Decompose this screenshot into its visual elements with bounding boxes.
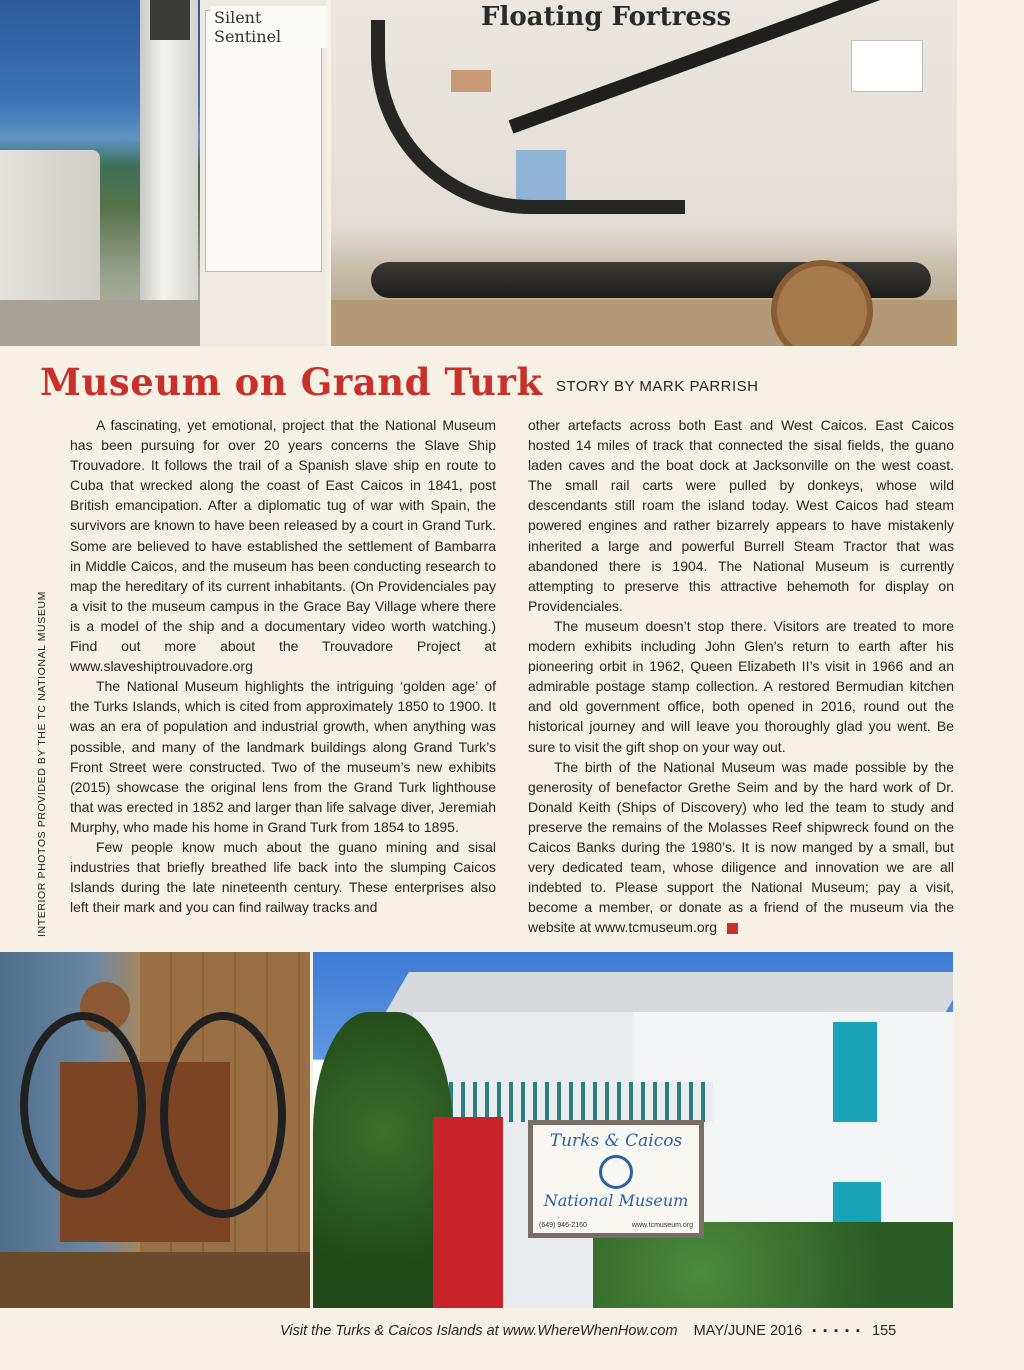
exhibit-info-card (851, 40, 923, 92)
diving-equipment-photo (0, 952, 310, 1308)
ship-wheel-icon (599, 1155, 633, 1189)
article-column-right (528, 415, 954, 937)
article-paragraph: A fascinating, yet emotional, project that the National Museum has been pursuing for over 20 years concerns the Slave Ship Trouvadore. It follows the trail of a Spanish slave ship en route to Cuba that wrecked along the coast of East Caicos in 1841, post British emancipation. After a diplomatic tug of war with Spain, the survivors are known to have been released by a court in Grand Turk. Some are believed to have established the settlement of Bambarra in Middle Caicos, and the museum has been conducting research to map the hereditary of its current inhabitants. (On Providenciales pay a visit to the museum campus in the Grace Bay Village where there is a model of the ship and a documentary video worth watching.) Find out more about the Trouvadore Project at www.slaveshiptrouvadore.org (70, 417, 496, 675)
museum-sign-line1: Turks & Caicos (549, 1131, 683, 1151)
blue-shutter-upper (833, 1022, 877, 1122)
floating-fortress-sign: Floating Fortress (481, 2, 732, 32)
museum-building-photo (313, 952, 953, 1308)
balcony-rail (413, 1082, 713, 1122)
article-paragraph: The museum doesn’t stop there. Visitors are treated to more modern exhibits including John Glen’s return to earth after his pioneering orbit in 1962, Queen Elizabeth II’s visit in 1966 and an admirable postage stamp collection. A restored Bermudian kitchen and old government office, both opened in 2016, round out the historical journey and will leave you thoroughly glad you went. Be sure to visit the gift shop on your way out. (528, 617, 954, 755)
wooden-floor (0, 1252, 310, 1308)
page-number: 155 (872, 1323, 897, 1339)
museum-sign-web: www.tcmuseum.org (631, 1222, 693, 1229)
museum-sign-line2: National Museum (543, 1191, 689, 1210)
red-phone-booth (433, 1117, 503, 1308)
lighthouse-model (140, 0, 198, 330)
article-paragraph: other artefacts across both East and West Caicos. East Caicos hosted 14 miles of track that connected the sisal fields, the guano laden caves and the boat dock at Jacksonville on the west coast. The small rail carts were pulled by donkeys, whose wild descendants still roam the island today. West Caicos had steam powered engines and rather bizarrely appears to have mistakenly inherited a large and powerful Burrell Steam Tractor that was abandoned there is 1904. The National Museum is currently attempting to preserve this attractive behemoth for display on Providenciales. (528, 417, 954, 614)
museum-sign-phone: (649) 946-2160 (539, 1222, 587, 1229)
article-paragraph-final (528, 757, 954, 938)
footer-dots: ▪ ▪ ▪ ▪ ▪ (812, 1325, 862, 1337)
tree (313, 1012, 453, 1308)
pump-wheel-right (160, 1012, 286, 1218)
museum-sign (528, 1120, 704, 1238)
exhibit-floor (0, 300, 200, 346)
article-column-left (70, 415, 496, 917)
anchor-cannon-exhibit-photo (331, 0, 957, 346)
photo-credit: INTERIOR PHOTOS PROVIDED BY THE TC NATIONAL MUSEUM (36, 590, 48, 937)
article-title: Museum on Grand Turk (40, 360, 543, 404)
page-footer (280, 1323, 960, 1339)
article-paragraph: Few people know much about the guano mining and sisal industries that briefly breathed life back into the slumping Caicos Islands during the late nineteenth century. These enterprises also left their mark and you can find railway tracks and (70, 838, 496, 916)
lighthouse-exhibit-photo (0, 0, 327, 346)
lighthouse-lantern (150, 0, 190, 40)
end-of-story-mark (727, 923, 738, 934)
pump-wheel-left (20, 1012, 146, 1198)
footer-issue: MAY/JUNE 2016 (693, 1323, 803, 1339)
lighthouse-diagram-panel (205, 10, 322, 272)
article-byline: STORY BY MARK PARRISH (556, 378, 759, 395)
article-paragraph: The National Museum highlights the intriguing ‘golden age’ of the Turks Islands, which is cited from approximately 1850 to 1900. It was an era of population and industrial growth, when anything was possible, and many of the landmark buildings along Grand Turk’s Front Street were constructed. Two of the museum’s new exhibits (2015) showcase the original lens from the Grand Turk lighthouse that was erected in 1852 and larger than life salvage diver, Jeremiah Murphy, who made his home in Grand Turk from 1854 to 1895. (70, 678, 496, 835)
article-paragraph-text: The birth of the National Museum was made possible by the generosity of benefactor Grethe Seim and by the hard work of Dr. Donald Keith (Ships of Discovery) who led the team to study and preserve the remains of the Molasses Reef shipwreck found on the Caicos Banks during the 1980’s. It is now manged by a small, but very dedicated team, whose diligence and innovation we are all indebted to. Please support the National Museum; pay a visit, become a member, or donate as a friend of the museum via the website at www.tcmuseum.org (528, 758, 954, 936)
silent-sentinel-sign: Silent Sentinel (210, 6, 327, 48)
footer-tagline: Visit the Turks & Caicos Islands at www.WhereWhenHow.com (280, 1323, 678, 1339)
